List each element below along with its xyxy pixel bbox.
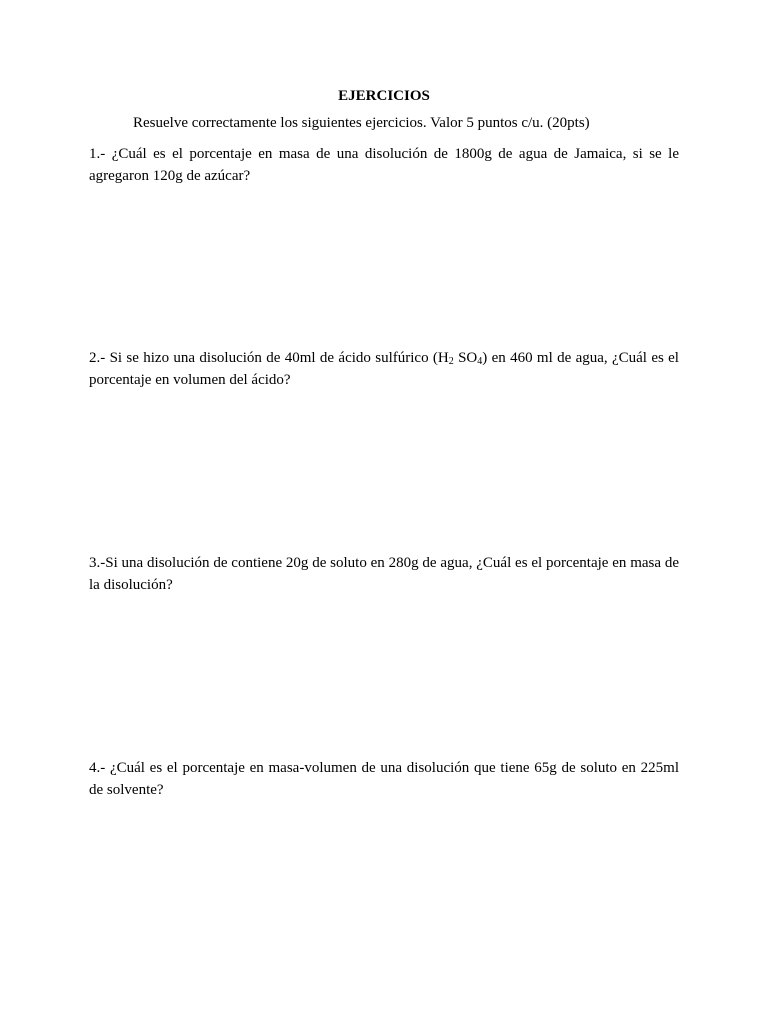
page-title: EJERCICIOS	[338, 88, 430, 104]
question-2-text-before: 2.- Si se hizo una disolución de 40ml de ácido sulfúrico (H	[89, 350, 449, 366]
question-2	[89, 348, 679, 391]
question-1: 1.- ¿Cuál es el porcentaje en masa de una disolución de 1800g de agua de Jamaica, si se le agregaron 120g de azúcar?	[89, 146, 679, 184]
subscript-4: 4	[477, 356, 483, 367]
question-2-text-mid: SO	[453, 350, 478, 366]
instructions-text: Resuelve correctamente los siguientes ejercicios. Valor 5 puntos c/u. (20pts)	[133, 115, 590, 131]
question-3: 3.-Si una disolución de contiene 20g de soluto en 280g de agua, ¿Cuál es el porcentaje en masa de la disolución?	[89, 555, 679, 593]
question-2-text-after: ) en 460 ml de agua, ¿Cuál es el porcentaje en volumen del ácido?	[89, 350, 679, 388]
subscript-2: 2	[448, 356, 454, 367]
question-4: 4.- ¿Cuál es el porcentaje en masa-volumen de una disolución que tiene 65g de soluto en 225ml de solvente?	[89, 760, 679, 798]
